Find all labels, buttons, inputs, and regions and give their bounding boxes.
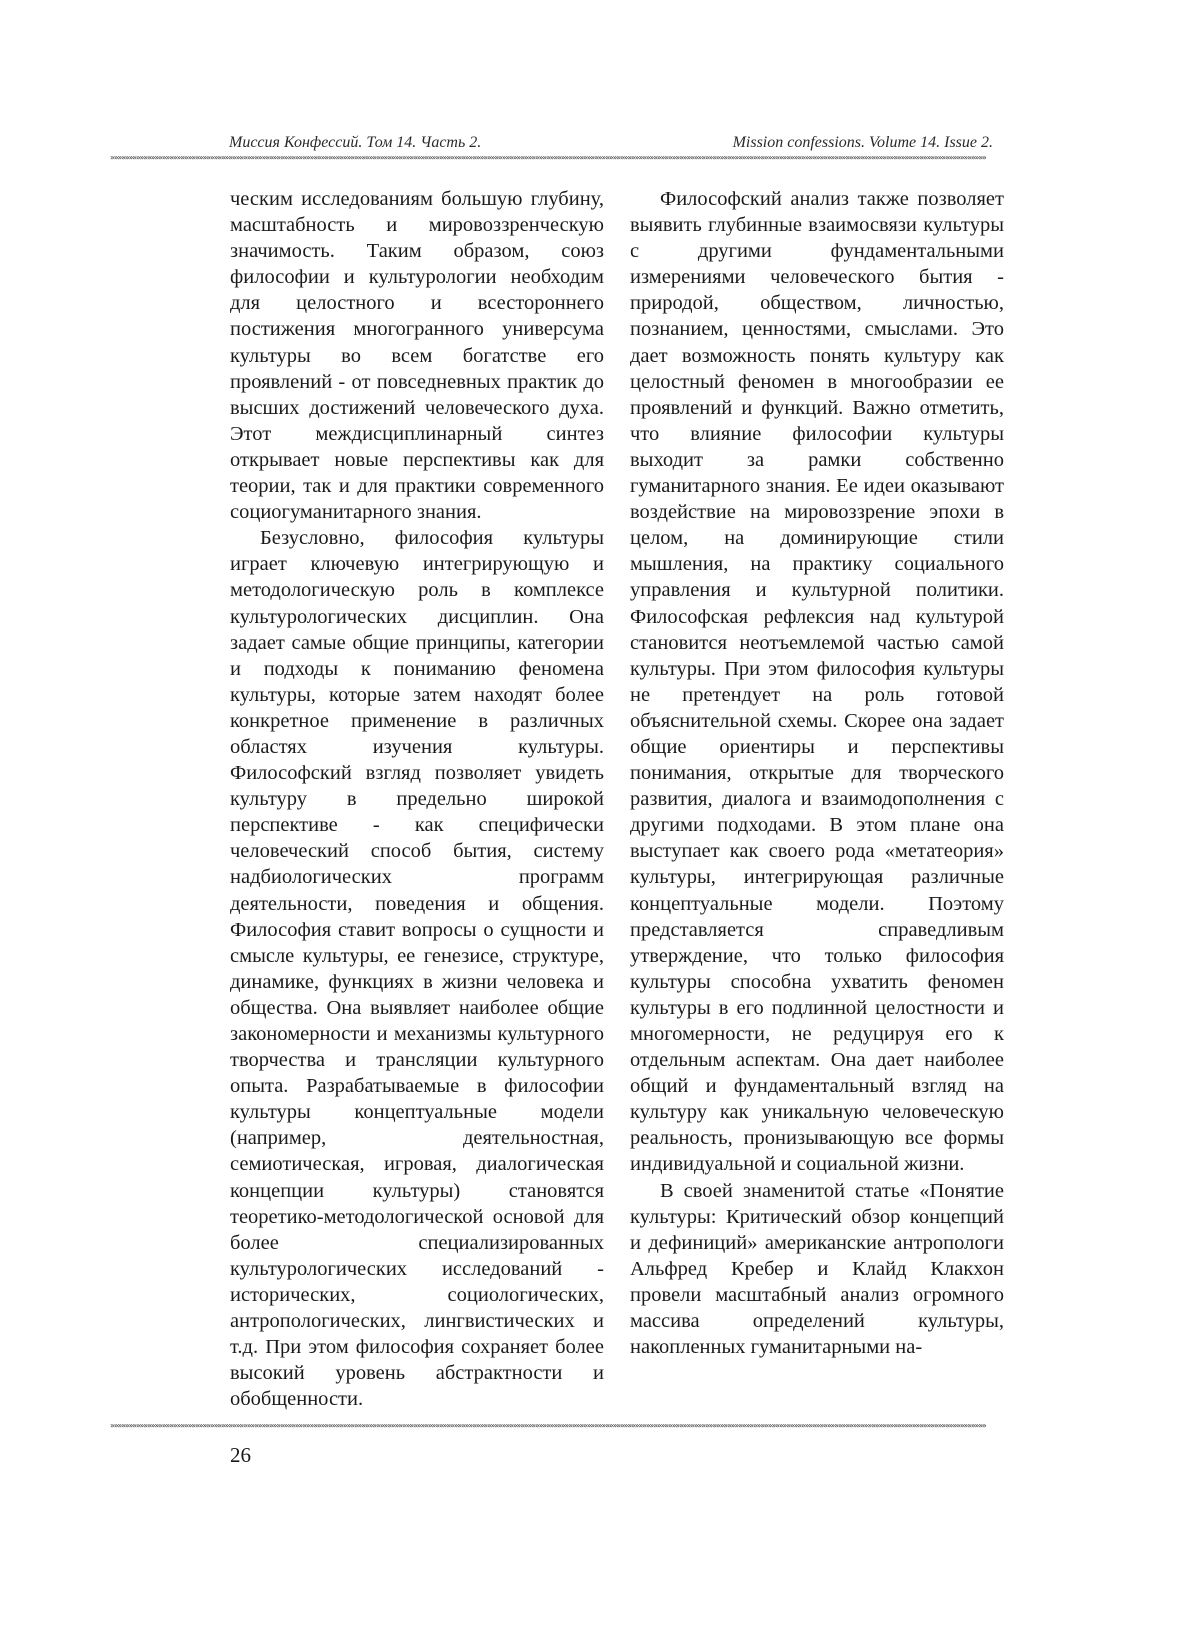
left-paragraph-1: ческим исследованиям большую глубину, масштабность и мировоззренческую значимость. Таким образом, союз философии и культурологии необходим для целостного и всестороннего постижения многогранного универсума культуры во всем богатстве его проявлений - от повседневных практик до высших достижений человеческого духа. Этот междисциплинарный синтез открывает новые перспективы как для теории, так и для практики современного социогуманитарного знания. bbox=[230, 188, 604, 524]
right-paragraph-2: В своей знаменитой статье «Понятие культуры: Критический обзор концепций и дефиниций» американские антропологи Альфред Кребер и Клайд Клакхон провели масштабный анализ огромного массива определений культуры, накопленных гуманитарными на- bbox=[630, 1179, 1004, 1359]
footer-ornament-rule: »»»»»»»»»»»»»»»»»»»»»»»»»»»»»»»»»»»»»»»»»»»»»»»»»»»»»»»»»»»»»»»»»»»»»»»»»»»»»»»»»»»»»»»»»»»»»»»»»»»»»»»»»»»»»»»»»»»»»»»»»»»»»»»»»»»»»»»»»»»»»»»»»»»»»»»»»»»»»»»»»»»»»»»»»»»»»»»»»»»»»»»»»»»»»»»»»»»»»»»»»»»»»»»»»»»»»»»»»»»»»»»»»»»»»»»»»»»»» bbox=[110, 1421, 986, 1430]
right-column bbox=[630, 186, 1004, 1360]
header-ornament-rule: »»»»»»»»»»»»»»»»»»»»»»»»»»»»»»»»»»»»»»»»»»»»»»»»»»»»»»»»»»»»»»»»»»»»»»»»»»»»»»»»»»»»»»»»»»»»»»»»»»»»»»»»»»»»»»»»»»»»»»»»»»»»»»»»»»»»»»»»»»»»»»»»»»»»»»»»»»»»»»»»»»»»»»»»»»»»»»»»»»»»»»»»»»»»»»»»»»»»»»»»»»»»»»»»»»»»»»»»»»»»»»»»»»»»»»»»»»»»» bbox=[110, 153, 986, 162]
journal-title-en: Mission confessions. Volume 14. Issue 2. bbox=[732, 134, 993, 151]
journal-title-ru: Миссия Конфессий. Том 14. Часть 2. bbox=[229, 134, 482, 151]
left-paragraph-2: Безусловно, философия культуры играет ключевую интегрирующую и методологическую роль в комплексе культурологических дисциплин. Она задает самые общие принципы, категории и подходы к пониманию феномена культуры, которые затем находят более конкретное применение в различных областях изучения культуры. Философский взгляд позволяет увидеть культуру в предельно широкой перспективе - как специфически человеческий способ бытия, систему надбиологических программ деятельности, поведения и общения. Философия ставит вопросы о сущности и смысле культуры, ее генезисе, структуре, динамике, функциях в жизни человека и общества. Она выявляет наиболее общие закономерности и механизмы культурного творчества и трансляции культурного опыта. Разрабатываемые в философии культуры концептуальные модели (например, деятельностная, семиотическая, игровая, диалогическая концепции культуры) становятся теоретико-методологической основой для более специализированных культурологических исследований - исторических, социологических, антропологических, лингвистических и т.д. При этом философия сохраняет более высокий уровень абстрактности и обобщенности. bbox=[230, 527, 604, 1411]
right-paragraph-1: Философский анализ также позволяет выявить глубинные взаимосвязи культуры с другими фундаментальными измерениями человеческого бытия - природой, обществом, личностью, познанием, ценностями, смыслами. Это дает возможность понять культуру как целостный феномен в многообразии ее проявлений и функций. Важно отметить, что влияние философии культуры выходит за рамки собственно гуманитарного знания. Ее идеи оказывают воздействие на мировоззрение эпохи в целом, на доминирующие стили мышления, на практику социального управления и культурной политики. Философская рефлексия над культурой становится неотъемлемой частью самой культуры. При этом философия культуры не претендует на роль готовой объяснительной схемы. Скорее она задает общие ориентиры и перспективы понимания, открытые для творческого развития, диалога и взаимодополнения с другими подходами. В этом плане она выступает как своего рода «метатеория» культуры, интегрирующая различные концептуальные модели. Поэтому представляется справедливым утверждение, что только философия культуры способна ухватить феномен культуры в его подлинной целостности и многомерности, не редуцируя его к отдельным аспектам. Она дает наиболее общий и фундаментальный взгляд на культуру как уникальную человеческую реальность, пронизывающую все формы индивидуальной и социальной жизни. bbox=[630, 188, 1004, 1176]
page-number: 26 bbox=[230, 1443, 251, 1467]
left-column bbox=[230, 186, 604, 1412]
